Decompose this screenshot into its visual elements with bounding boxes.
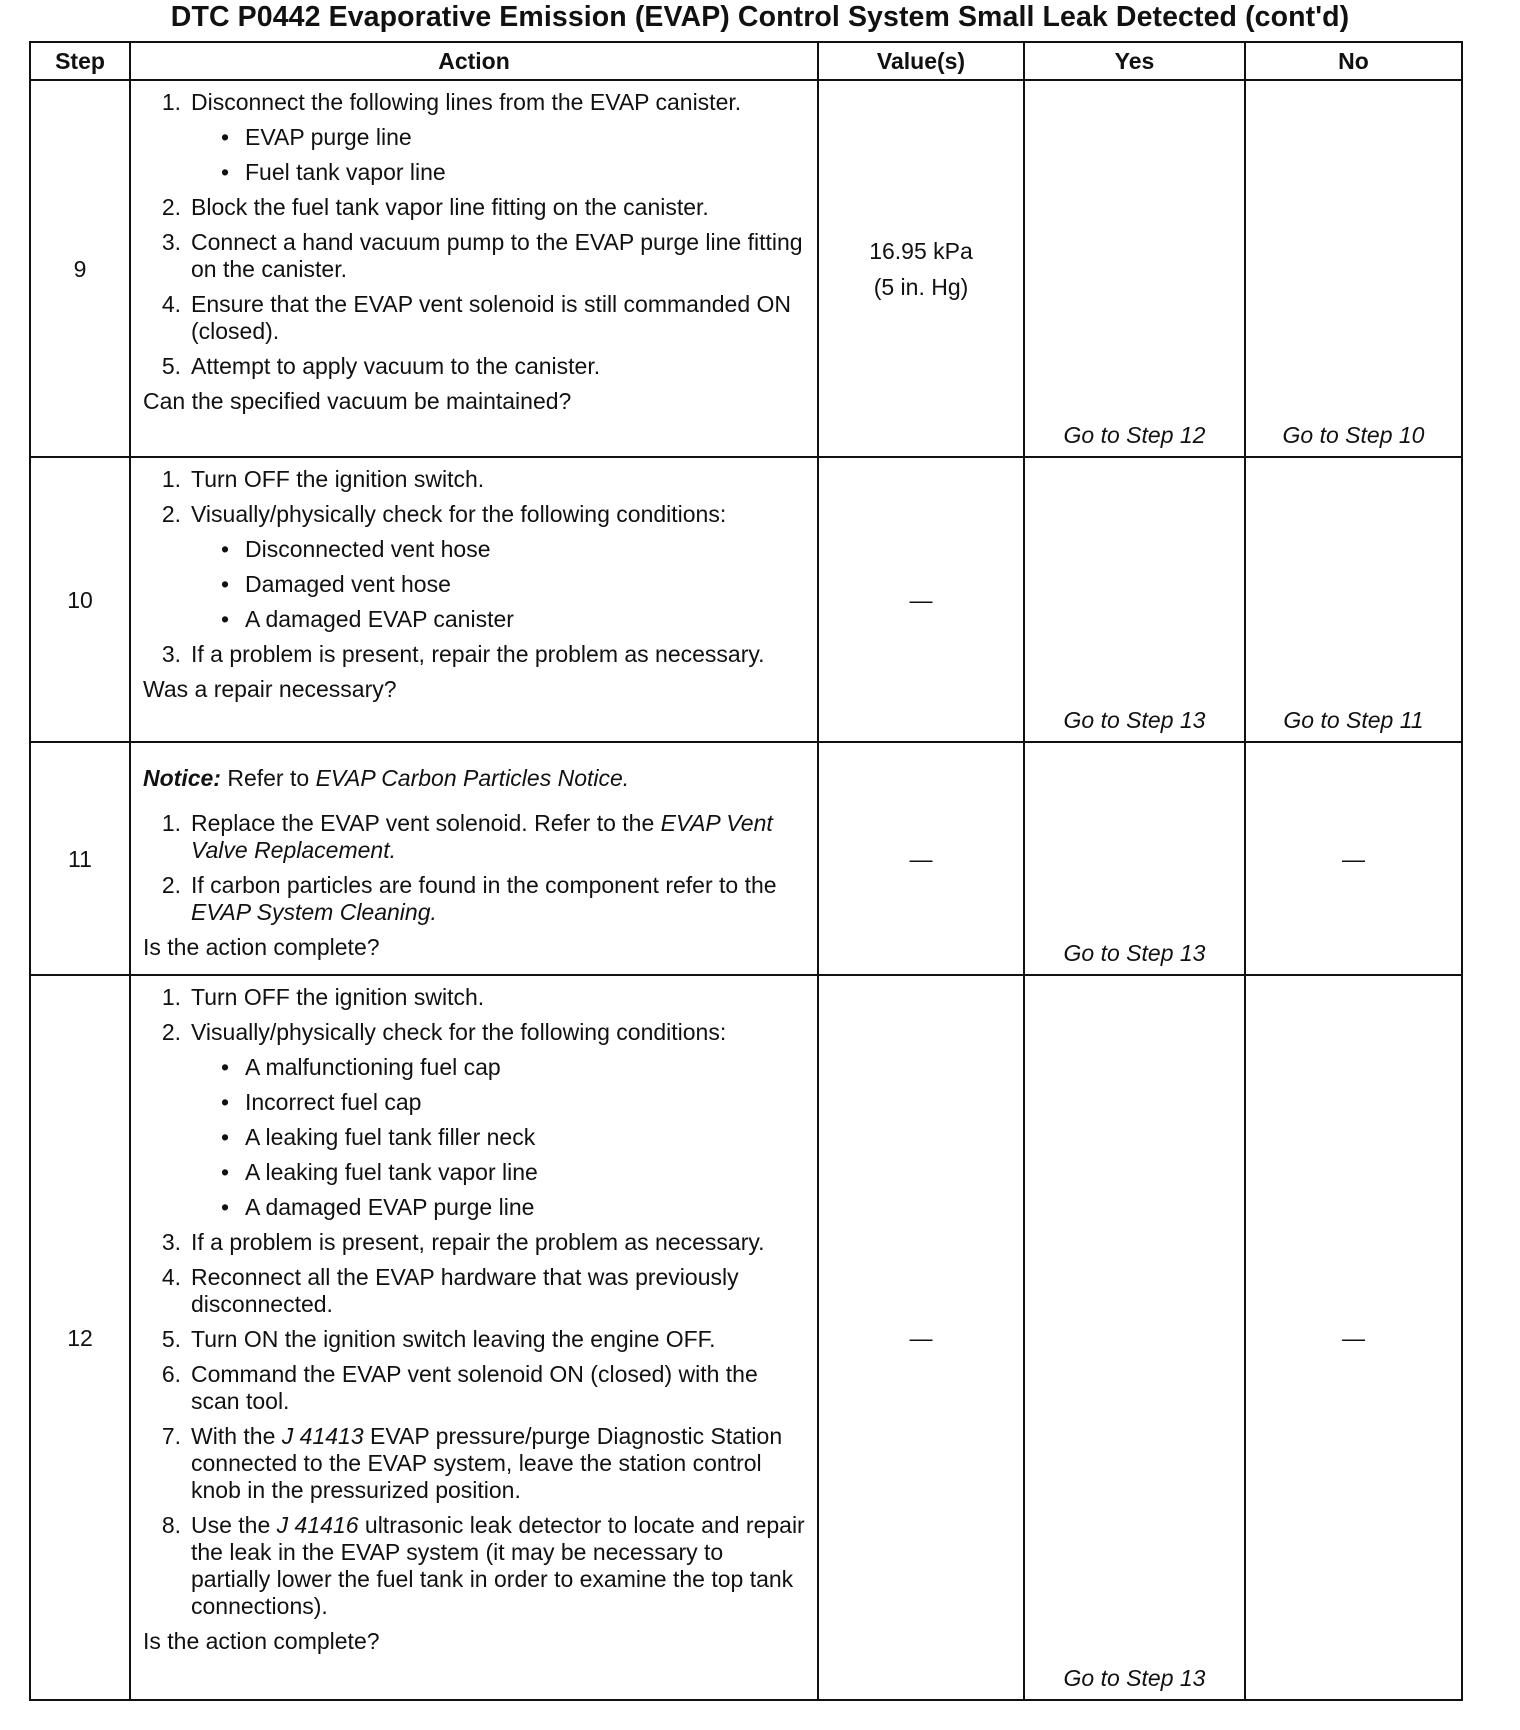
yes-goto: Go to Step 13 bbox=[1063, 940, 1206, 966]
yes-goto: Go to Step 13 bbox=[1063, 1665, 1206, 1691]
header-yes: Yes bbox=[1024, 42, 1245, 80]
list-item: 4. Reconnect all the EVAP hardware that was previously disconnected. bbox=[161, 1264, 739, 1317]
value-cell: — bbox=[818, 975, 1024, 1700]
table-row-step-11 bbox=[30, 742, 1462, 975]
question-text: Is the action complete? bbox=[143, 934, 380, 960]
list-bullet: • A damaged EVAP canister bbox=[221, 606, 514, 632]
no-cell: — bbox=[1245, 975, 1462, 1700]
no-goto: Go to Step 11 bbox=[1283, 707, 1424, 733]
no-cell: — bbox=[1245, 742, 1462, 975]
action-cell bbox=[130, 742, 818, 975]
value-cell: — bbox=[818, 742, 1024, 975]
list-bullet: • A leaking fuel tank filler neck bbox=[221, 1124, 536, 1150]
list-item: 1. Turn OFF the ignition switch. bbox=[161, 466, 485, 492]
value-cell: — bbox=[818, 457, 1024, 742]
table-row-step-12 bbox=[30, 975, 1462, 1700]
action-cell bbox=[130, 457, 818, 742]
list-item: 1. Turn OFF the ignition switch. bbox=[161, 984, 485, 1010]
value-inhg: (5 in. Hg) bbox=[873, 273, 969, 300]
list-item: 5. Attempt to apply vacuum to the canister. bbox=[161, 353, 601, 379]
header-no: No bbox=[1245, 42, 1462, 80]
list-item: 2. Block the fuel tank vapor line fitting on the canister. bbox=[161, 194, 709, 220]
list-bullet: • EVAP purge line bbox=[221, 124, 412, 150]
list-bullet: • Damaged vent hose bbox=[221, 571, 451, 597]
list-item: 5. Turn ON the ignition switch leaving the engine OFF. bbox=[161, 1326, 716, 1352]
diagnostic-table bbox=[29, 41, 1463, 1701]
list-item: 6. Command the EVAP vent solenoid ON (closed) with the scan tool. bbox=[161, 1361, 758, 1414]
value-kpa: 16.95 kPa bbox=[869, 237, 973, 264]
list-bullet: • Fuel tank vapor line bbox=[221, 159, 446, 185]
question-text: Was a repair necessary? bbox=[143, 676, 397, 702]
list-item: 8. Use the J 41416 ultrasonic leak detector to locate and repair the leak in the EVAP system (it may be necessary to partially lower the fuel tank in order to examine the top tank connections). bbox=[161, 1512, 805, 1619]
yes-goto: Go to Step 13 bbox=[1063, 707, 1206, 733]
question-text: Is the action complete? bbox=[143, 1628, 380, 1654]
header-step: Step bbox=[30, 42, 130, 80]
header-values: Value(s) bbox=[818, 42, 1024, 80]
value-cell bbox=[818, 80, 1024, 457]
header-action: Action bbox=[130, 42, 818, 80]
list-bullet: • A damaged EVAP purge line bbox=[221, 1194, 535, 1220]
yes-cell bbox=[1024, 80, 1245, 457]
step-number: 11 bbox=[30, 742, 130, 975]
no-cell bbox=[1245, 80, 1462, 457]
no-cell bbox=[1245, 457, 1462, 742]
list-item: 4. Ensure that the EVAP vent solenoid is still commanded ON (closed). bbox=[161, 291, 792, 344]
action-cell bbox=[130, 975, 818, 1700]
list-bullet: • A malfunctioning fuel cap bbox=[221, 1054, 501, 1080]
no-goto: Go to Step 10 bbox=[1282, 422, 1425, 448]
notice-text: Notice: Refer to EVAP Carbon Particles Notice. bbox=[143, 765, 630, 791]
table-row-step-9 bbox=[30, 80, 1462, 457]
question-text: Can the specified vacuum be maintained? bbox=[143, 388, 572, 414]
list-item: 2. Visually/physically check for the following conditions: bbox=[161, 1019, 727, 1045]
yes-cell bbox=[1024, 975, 1245, 1700]
list-item: 7. With the J 41413 EVAP pressure/purge Diagnostic Station connected to the EVAP system, leave the station control knob in the pressurized position. bbox=[161, 1423, 783, 1503]
list-bullet: • Disconnected vent hose bbox=[221, 536, 491, 562]
table-header-row bbox=[30, 42, 1462, 80]
list-item: 2. If carbon particles are found in the component refer to the EVAP System Cleaning. bbox=[161, 872, 777, 925]
list-bullet: • Incorrect fuel cap bbox=[221, 1089, 422, 1115]
list-item: 3. If a problem is present, repair the problem as necessary. bbox=[161, 1229, 765, 1255]
yes-cell bbox=[1024, 457, 1245, 742]
action-cell bbox=[130, 80, 818, 457]
page-title: DTC P0442 Evaporative Emission (EVAP) Control System Small Leak Detected (cont'd) bbox=[170, 1, 1350, 33]
step-number: 12 bbox=[30, 975, 130, 1700]
yes-goto: Go to Step 12 bbox=[1063, 422, 1206, 448]
list-item: 3. Connect a hand vacuum pump to the EVAP purge line fitting on the canister. bbox=[161, 229, 803, 282]
step-number: 10 bbox=[30, 457, 130, 742]
list-bullet: • A leaking fuel tank vapor line bbox=[221, 1159, 538, 1185]
list-item: 1. Disconnect the following lines from the EVAP canister. bbox=[161, 89, 742, 115]
yes-cell bbox=[1024, 742, 1245, 975]
list-item: 1. Replace the EVAP vent solenoid. Refer to the EVAP Vent Valve Replacement. bbox=[161, 810, 773, 863]
list-item: 2. Visually/physically check for the following conditions: bbox=[161, 501, 727, 527]
list-item: 3. If a problem is present, repair the problem as necessary. bbox=[161, 641, 765, 667]
table-row-step-10 bbox=[30, 457, 1462, 742]
step-number: 9 bbox=[30, 80, 130, 457]
